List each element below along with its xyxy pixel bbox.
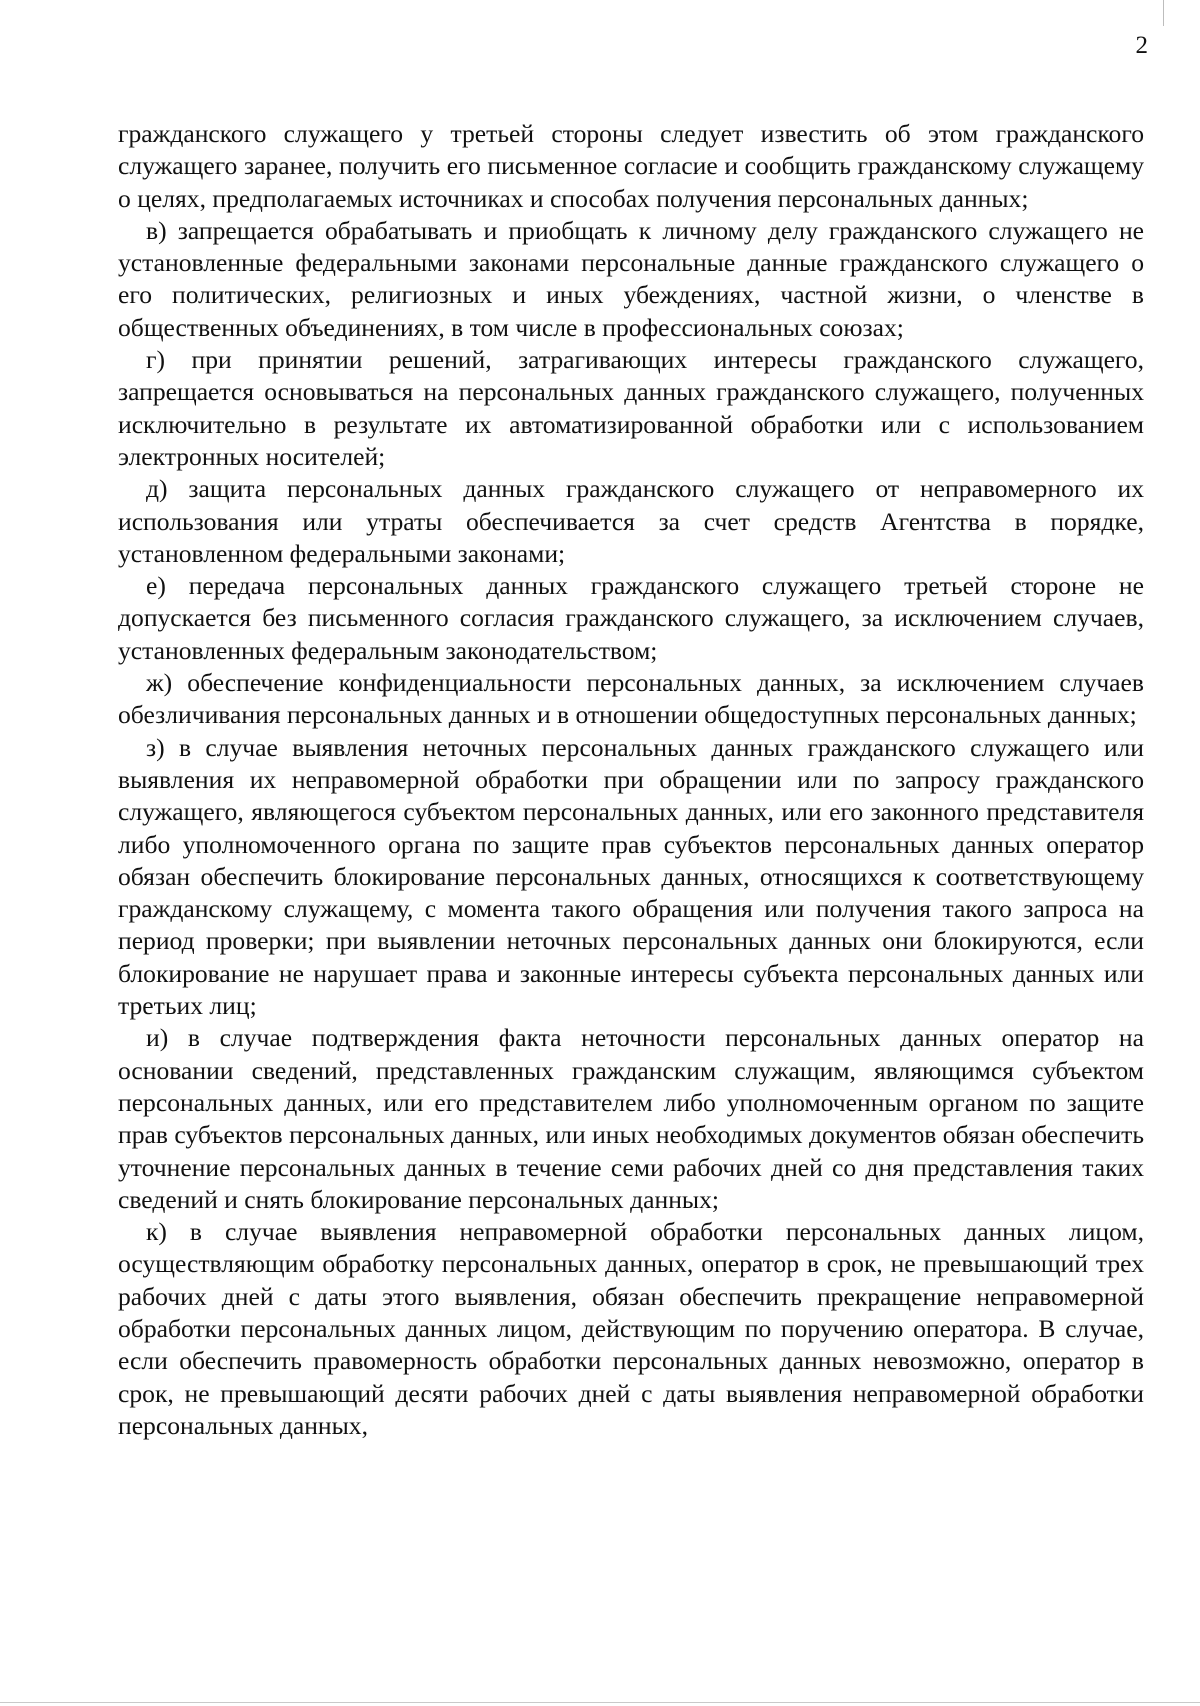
scan-edge-mark: [1163, 0, 1164, 26]
paragraph-item-i: и) в случае подтверждения факта неточности персональных данных оператор на основании сведений, представленных гражданским служащим, являющимся субъектом персональных данных, или его представителем либо уполномоченным органом по защите прав субъектов персональных данных, или иных необходимых документов обязан обеспечить уточнение персональных данных в течение семи рабочих дней со дня представления таких сведений и снять блокирование персональных данных;: [118, 1023, 1144, 1214]
paragraph-item-e: е) передача персональных данных гражданского служащего третьей стороне не допускается без письменного согласия гражданского служащего, за исключением случаев, установленных федеральным законодательством;: [118, 571, 1144, 665]
paragraph-item-z: з) в случае выявления неточных персональных данных гражданского служащего или выявления их неправомерной обработки при обращении или по запросу гражданского служащего, являющегося субъектом персональных данных, или его законного представителя либо уполномоченного органа по защите прав субъектов персональных данных оператор обязан обеспечить блокирование персональных данных, относящихся к соответствующему гражданскому служащему, с момента такого обращения или получения такого запроса на период проверки; при выявлении неточных персональных данных они блокируются, если блокирование не нарушает права и законные интересы субъекта персональных данных или третьих лиц;: [118, 732, 1144, 1021]
paragraph-item-v: в) запрещается обрабатывать и приобщать к личному делу гражданского служащего не установленные федеральными законами персональные данные гражданского служащего о его политических, религиозных и иных убеждениях, частной жизни, о членстве в общественных объединениях, в том числе в профессиональных союзах;: [118, 215, 1144, 342]
page-number: 2: [1135, 32, 1148, 59]
paragraph-item-zh: ж) обеспечение конфиденциальности персональных данных, за исключением случаев обезличивания персональных данных и в отношении общедоступных персональных данных;: [118, 668, 1144, 730]
paragraph-item-k: к) в случае выявления неправомерной обработки персональных данных лицом, осуществляющим обработку персональных данных, оператор в срок, не превышающий трех рабочих дней с даты этого выявления, обязан обеспечить прекращение неправомерной обработки персональных данных лицом, действующим по поручению оператора. В случае, если обеспечить правомерность обработки персональных данных невозможно, оператор в срок, не превышающий десяти рабочих дней с даты выявления неправомерной обработки персональных данных,: [118, 1217, 1144, 1440]
paragraph-continuation: гражданского служащего у третьей стороны следует известить об этом гражданского служащего заранее, получить его письменное согласие и сообщить гражданскому служащему о целях, предполагаемых источниках и способах получения персональных данных;: [118, 119, 1144, 213]
scan-edge-line: [0, 1702, 1200, 1703]
paragraph-item-g: г) при принятии решений, затрагивающих интересы гражданского служащего, запрещается основываться на персональных данных гражданского служащего, полученных исключительно в результате их автоматизированной обработки или с использованием электронных носителей;: [118, 345, 1144, 471]
paragraph-item-d: д) защита персональных данных гражданского служащего от неправомерного их использования или утраты обеспечивается за счет средств Агентства в порядке, установленном федеральными законами;: [118, 474, 1144, 568]
document-body: [118, 118, 1144, 1442]
